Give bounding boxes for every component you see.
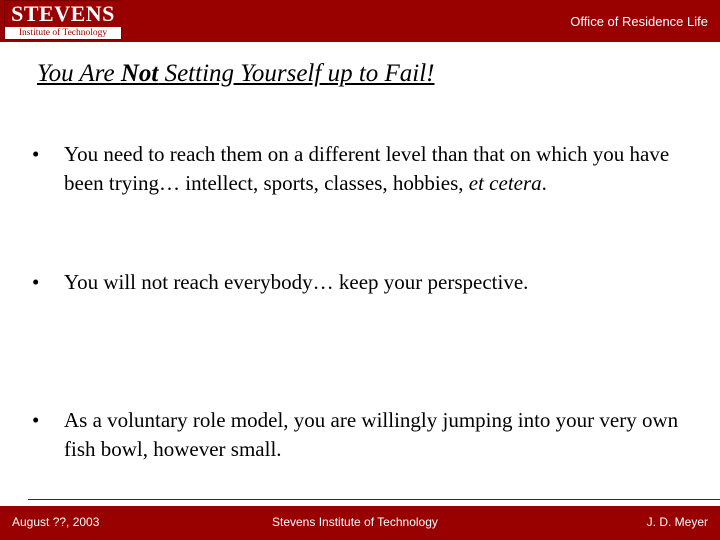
slide-title [37,58,435,90]
bullet-text [64,140,694,198]
footer-author: J. D. Meyer [646,515,708,529]
bullet-marker: • [32,408,40,432]
title-emphasis: Not [120,60,159,87]
bullet-marker: • [32,270,40,294]
footer-date: August ??, 2003 [12,515,100,529]
bullet-marker: • [32,142,40,166]
bullet-text: You will not reach everybody… keep your perspective. [64,270,529,294]
bullet-text-main: You need to reach them on a different level than that on which you have been trying… intellect, sports, classes, hobbies, [64,142,670,195]
bullet-text-tail: . [541,171,547,195]
bullet-text-italic: et cetera [468,171,542,195]
footer-institution: Stevens Institute of Technology [272,515,438,529]
bullet-text: As a voluntary role model, you are willingly jumping into your very own fish bowl, however small. [64,408,679,461]
footer-divider [28,499,720,500]
stevens-logo [4,0,122,40]
title-before: You Are [37,60,121,87]
header-bar [0,0,720,42]
logo-subtitle: Institute of Technology [5,27,121,39]
office-label: Office of Residence Life [570,14,708,29]
title-after: Setting Yourself up to Fail! [158,60,435,87]
logo-name: STEVENS [5,1,121,27]
